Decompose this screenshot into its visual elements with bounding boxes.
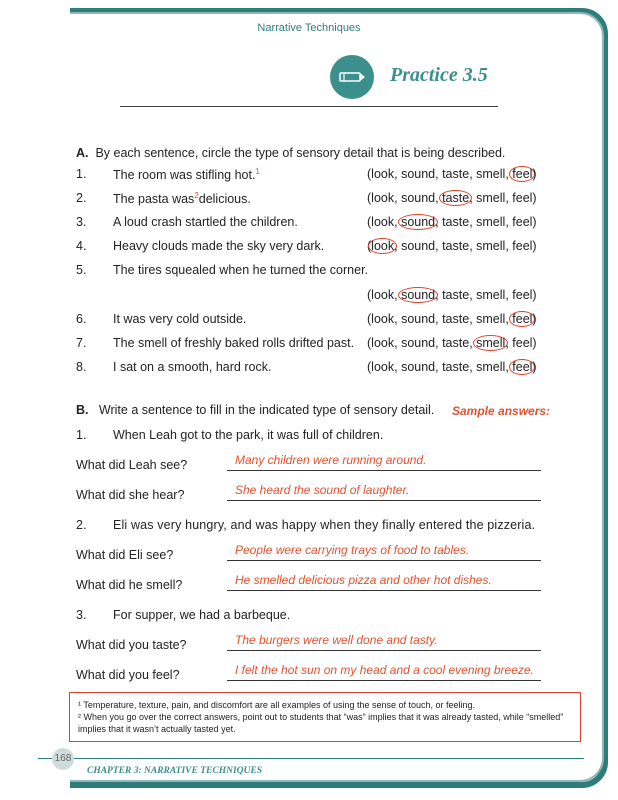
item-number: 7. — [76, 336, 87, 350]
answer-line[interactable] — [227, 470, 541, 471]
sensory-options: (look, sound, taste, smell, feel) — [367, 288, 537, 302]
option-taste[interactable]: taste — [442, 360, 470, 374]
item-sentence: The smell of freshly baked rolls drifted past. — [113, 336, 355, 350]
question-label: What did you feel? — [76, 668, 180, 682]
option-smell[interactable]: smell — [473, 335, 508, 351]
option-look[interactable]: look — [371, 191, 395, 205]
item-sentence: A loud crash startled the children. — [113, 215, 298, 229]
option-sound[interactable]: sound — [398, 214, 438, 230]
question-label: What did Leah see? — [76, 458, 188, 472]
section-a-instruction: A. By each sentence, circle the type of sensory detail that is being described. — [76, 146, 506, 160]
item-sentence: The room was stifling hot.$^1$ — [113, 167, 260, 183]
footnote-1: ¹ Temperature, texture, pain, and discomfort are all examples of using the sense of touch, or feeling. — [78, 700, 476, 710]
option-sound[interactable]: sound — [401, 360, 436, 374]
option-taste[interactable]: taste — [442, 336, 470, 350]
option-sound[interactable]: sound — [401, 312, 436, 326]
item-number: 1. — [76, 167, 87, 181]
item-number: 8. — [76, 360, 87, 374]
option-look[interactable]: look — [368, 238, 397, 254]
answer-line[interactable] — [227, 590, 541, 591]
sensory-options: (look, sound, taste, smell, feel) — [367, 167, 537, 181]
option-feel[interactable]: feel — [509, 166, 535, 182]
answer-text: The burgers were well done and tasty. — [235, 633, 438, 647]
footnote-marker: 2 — [194, 191, 199, 200]
footnotes-box — [69, 692, 581, 742]
option-feel[interactable]: feel — [509, 359, 535, 375]
answer-text: He smelled delicious pizza and other hot dishes. — [235, 573, 492, 587]
option-look[interactable]: look — [371, 312, 395, 326]
option-taste[interactable]: taste — [442, 215, 470, 229]
option-feel[interactable]: feel — [512, 191, 533, 205]
footer-rule — [38, 758, 584, 759]
item-sentence: The tires squealed when he turned the corner. — [113, 263, 369, 277]
footnote-2: ² When you go over the correct answers, point out to students that “was” implies that it was already tasted, while “smelled” implies that it wasn’t actually tasted yet. — [78, 712, 564, 734]
option-smell[interactable]: smell — [476, 239, 506, 253]
prompt-text: For supper, we had a barbeque. — [113, 608, 291, 622]
answer-line[interactable] — [227, 560, 541, 561]
footnote-marker: 1 — [255, 167, 260, 176]
option-taste[interactable]: taste — [442, 288, 470, 302]
item-number: 4. — [76, 239, 87, 253]
prompt-number: 3. — [76, 608, 87, 622]
option-smell[interactable]: smell — [476, 312, 506, 326]
option-sound[interactable]: sound — [398, 287, 438, 303]
prompt-text: When Leah got to the park, it was full of children. — [113, 428, 384, 442]
sensory-options: (look, sound, taste, smell, feel) — [367, 312, 537, 326]
page-number: 168 — [52, 748, 74, 770]
option-look[interactable]: look — [371, 336, 395, 350]
option-smell[interactable]: smell — [476, 360, 506, 374]
answer-text: I felt the hot sun on my head and a cool evening breeze. — [235, 663, 534, 677]
option-sound[interactable]: sound — [401, 167, 436, 181]
footer-chapter: CHAPTER 3: NARRATIVE TECHNIQUES — [87, 766, 262, 776]
item-sentence: It was very cold outside. — [113, 312, 247, 326]
question-label: What did she hear? — [76, 488, 185, 502]
page-title: Practice 3.5 — [390, 64, 488, 86]
sensory-options: (look, sound, taste, smell, feel) — [367, 336, 537, 350]
item-sentence: Heavy clouds made the sky very dark. — [113, 239, 325, 253]
option-taste[interactable]: taste — [442, 167, 470, 181]
answer-line[interactable] — [227, 650, 541, 651]
option-look[interactable]: look — [371, 288, 395, 302]
item-sentence: The pasta was$^2$delicious. — [113, 191, 251, 207]
option-taste[interactable]: taste — [442, 239, 470, 253]
sensory-options: (look, sound, taste, smell, feel) — [367, 360, 537, 374]
answer-line[interactable] — [227, 500, 541, 501]
option-look[interactable]: look — [371, 360, 395, 374]
option-feel[interactable]: feel — [512, 239, 533, 253]
sensory-options: (look, sound, taste, smell, feel) — [367, 191, 537, 205]
option-feel[interactable]: feel — [509, 311, 535, 327]
item-number: 5. — [76, 263, 87, 277]
sensory-options: (look, sound, taste, smell, feel) — [367, 239, 537, 253]
question-label: What did he smell? — [76, 578, 183, 592]
sample-answers-label: Sample answers: — [452, 404, 551, 418]
option-sound[interactable]: sound — [401, 336, 436, 350]
question-label: What did you taste? — [76, 638, 187, 652]
prompt-text: Eli was very hungry, and was happy when they finally entered the pizzeria. — [113, 518, 536, 532]
prompt-number: 1. — [76, 428, 87, 442]
option-smell[interactable]: smell — [476, 215, 506, 229]
item-number: 3. — [76, 215, 87, 229]
question-label: What did Eli see? — [76, 548, 174, 562]
pencil-icon — [330, 55, 374, 99]
sensory-options: (look, sound, taste, smell, feel) — [367, 215, 537, 229]
item-number: 2. — [76, 191, 87, 205]
option-taste[interactable]: taste — [442, 312, 470, 326]
option-feel[interactable]: feel — [512, 288, 533, 302]
answer-text: People were carrying trays of food to tables. — [235, 543, 470, 557]
answer-line[interactable] — [227, 680, 541, 681]
prompt-number: 2. — [76, 518, 87, 532]
page-left-margin — [0, 0, 70, 800]
option-feel[interactable]: feel — [512, 215, 533, 229]
option-look[interactable]: look — [371, 167, 395, 181]
option-smell[interactable]: smell — [476, 167, 506, 181]
answer-text: Many children were running around. — [235, 453, 427, 467]
option-feel[interactable]: feel — [512, 336, 533, 350]
item-number: 6. — [76, 312, 87, 326]
option-sound[interactable]: sound — [401, 191, 436, 205]
running-head: Narrative Techniques — [257, 22, 361, 34]
option-look[interactable]: look — [371, 215, 395, 229]
title-divider — [120, 106, 498, 107]
item-sentence: I sat on a smooth, hard rock. — [113, 360, 272, 374]
option-sound[interactable]: sound — [401, 239, 436, 253]
option-smell[interactable]: smell — [476, 288, 506, 302]
option-smell[interactable]: smell — [476, 191, 506, 205]
section-b-instruction: B. Write a sentence to fill in the indicated type of sensory detail. — [76, 403, 435, 417]
answer-text: She heard the sound of laughter. — [235, 483, 410, 497]
option-taste[interactable]: taste — [439, 190, 472, 206]
